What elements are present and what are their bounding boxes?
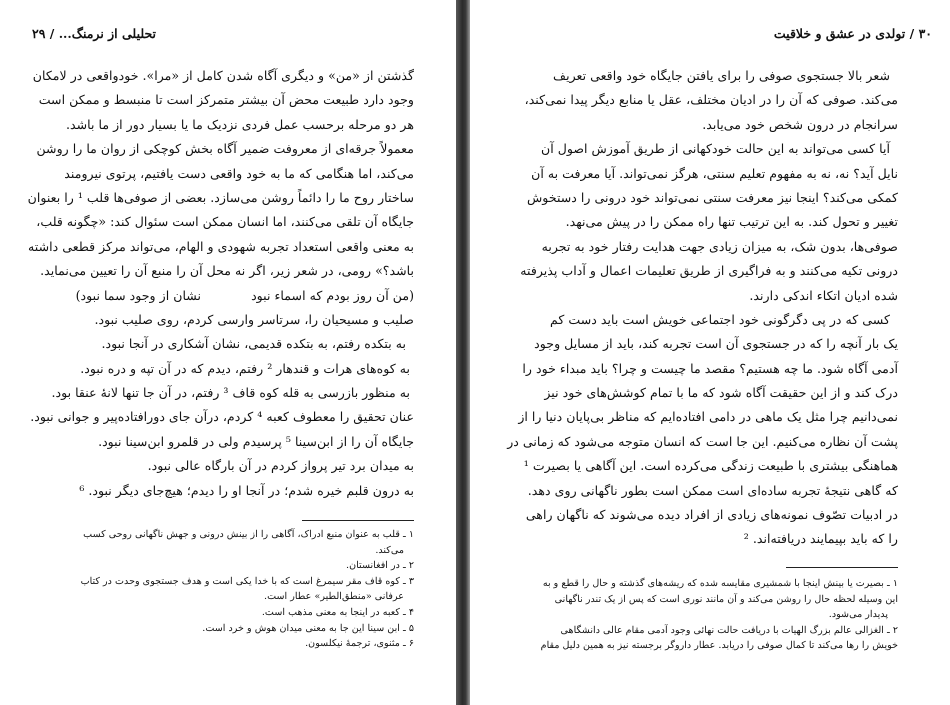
footnote-divider — [786, 567, 898, 568]
body-line: درک کند و از این حقیقت آگاه شود که ما با تمام کوشش‌های خود نیز — [544, 385, 898, 401]
body-line: باشد؟» رومی، در شعر زیر، اگر نه محل آن را منبع آن را تعیین می‌نماید. — [40, 263, 414, 279]
right-page-body — [507, 64, 898, 552]
poem-heading-first-half: (من آن روز بودم که اسماء نبود — [251, 287, 414, 303]
body-line: شعر بالا جستجوی صوفی را برای یافتن جایگاه خود واقعی تعریف — [553, 68, 890, 83]
poem-line: به منظور بازرسی به قله کوه قاف ³ رفتم، در آن جا تنها لانهٔ عنقا بود. — [51, 385, 410, 401]
left-page-footnotes — [18, 527, 414, 652]
book-spine-gutter — [456, 0, 470, 705]
footnote-line: ۵ ـ ابن سینا این جا به معنی میدان هوش و خرد است. — [202, 622, 414, 634]
body-line: جایگاه آن تلقی می‌کنند، اما انسان ممکن است سئوال کند: «چگونه قلب، — [36, 214, 414, 230]
footnote-line: ۲ ـ در افغانستان. — [346, 560, 414, 572]
body-line: درونی تکیه می‌کنند و به فراگیری از طریق تعلیمات اعمال و آداب پذیرفته — [520, 263, 898, 279]
body-line: صوفی‌ها، بدون شک، به میزان زیادی جهت هدایت رفتار خود به تجربه — [541, 238, 898, 254]
body-line: نایل آید؟ نه، نه به مفهوم تعلیم سنتی، هرگز نمی‌تواند. آیا معرفت به آن — [531, 165, 898, 181]
poem-line: به کوه‌های هرات و قندهار ² رفتم، دیدم که در آن تپه و دره نبود. — [80, 360, 410, 376]
footnote-line: ۳ ـ کوه قاف مقر سیمرغ است که با خدا یکی است و هدف جستجوی وحدت در کتاب — [80, 575, 414, 587]
body-line: تغییر و تحول کند. به این ترتیب تنها راه ممکن را در پیش می‌نهد. — [565, 214, 898, 230]
body-line: که گاهی نتیجهٔ تجربه ساده‌ای است ممکن است بطور ناگهانی روی دهد. — [527, 482, 898, 498]
footnote-line: ۲ ـ الغزالی عالم بزرگ الهیات با دریافت حالت نهائی وجود آدمی مقام عالی دانشگاهی — [560, 624, 898, 636]
right-page — [470, 0, 950, 705]
body-line: وجود دارد طبیعت محض آن بیشتر متمرکز است تا منبسط و ممکن است — [38, 92, 414, 108]
footnote-divider — [302, 520, 414, 521]
poem-line: عنان تحقیق را معطوف کعبه ⁴ کردم، درآن جای دورافتاده‌پیر و جوانی نبود. — [30, 409, 414, 425]
footnote-line: پدیدار می‌شود. — [828, 609, 888, 621]
body-line: آدمی آگاه شود. ما چه هستیم؟ مقصد ما چیست و چرا؟ باید مبداء خود را — [522, 360, 898, 376]
body-line: می‌کند، اما هنگامی که ما به خود واقعی دست یافتیم، پرتوی نیرومند — [64, 165, 414, 181]
footnote-line: عرفانی «منطق‌الطیر» عطار است. — [264, 591, 404, 603]
poem-line: به میدان برد تیر پرواز کردم در آن بارگاه عالی نبود. — [147, 458, 414, 474]
footnote-line: این وسیله لحظه حال را روشن می‌کند و آن مانند نوری است که پس از یک تندر ناگهانی — [554, 593, 898, 605]
left-page — [0, 0, 456, 705]
poem-line: صلیب و مسیحیان را، سرتاسر وارسی کردم، روی صلیب نبود. — [94, 311, 414, 327]
body-line: در ادبیات تصّوف نمونه‌های زیادی از افراد دیده می‌شوند که ناگهان راهی — [525, 507, 898, 523]
left-page-header: تحلیلی از نرمنگ... / ۲۹ — [32, 26, 157, 41]
poem — [18, 308, 414, 503]
poem-line: به بتکده رفتم، به بتکده قدیمی، نشان آشکاری در آنجا نبود. — [101, 336, 406, 352]
body-line: معمولاً جرقه‌ای از معروفت ضمیر آگاه بخش کوچکی از روان ما را روشن — [36, 141, 414, 157]
body-line: هماهنگی بیشتری با طبیعت زندگی می‌کرده است. این آگاهی یا بصیرت ¹ — [523, 458, 898, 474]
body-line: می‌کند. صوفی که آن را در ادیان مختلف، عقل یا منابع دیگر پیدا نمی‌کند، — [524, 92, 898, 108]
body-line: هر دو مرحله برحسب عمل فردی نزدیک ما یا بسیار دور از ما باشد. — [66, 116, 414, 132]
right-page-header: ۳۰ / تولدی در عشق و خلاقیت — [773, 26, 932, 41]
body-line: را که باید بپیمایند دریافته‌اند. ² — [743, 531, 898, 547]
footnote-line: ۱ ـ قلب به عنوان منبع ادراک، آگاهی را از بینش درونی و جهش ناگهانی روحی کسب — [83, 529, 414, 540]
footnote-line: می‌کند. — [375, 544, 404, 556]
body-line: به معنی واقعی استعداد تجربه شهودی و الهام، می‌تواند مرکز قطعی داشته — [28, 238, 414, 254]
body-line: گذشتن از «من» و دیگری آگاه شدن کامل از «مرا». خودواقعی در لامکان — [32, 68, 414, 83]
body-line: سرانجام در درون شخص خود می‌یابد. — [702, 116, 898, 132]
right-page-footnotes — [520, 576, 898, 654]
footnote-line: ۱ ـ بصیرت یا بینش اینجا با شمشیری مقایسه شده که ریشه‌های گذشته و حال را قطع و به — [542, 578, 898, 589]
body-line: ساختار روح ما را دائماً روشن می‌سازد. بعضی از صوفی‌ها قلب ¹ را بعنوان — [27, 189, 414, 205]
footnote-line: ۶ ـ مثنوی، ترجمهٔ نیکلسون. — [305, 638, 414, 650]
body-line: کسی که در پی دگرگونی خود اجتماعی خویش است باید دست کم — [549, 311, 890, 327]
poem-line: جایگاه آن را از ابن‌سینا ⁵ پرسیدم ولی در قلمرو ابن‌سینا نبود. — [98, 433, 414, 449]
body-line: نمی‌دانیم چرا مثل یک ماهی در دامی افتاده‌ایم که مناظر بی‌پایان دنیا را از — [518, 409, 898, 425]
body-line: یک بار آنچه را که در جستجوی آن است تجربه کند، باید از مسایل وجود — [534, 336, 898, 352]
left-page-body — [18, 64, 414, 503]
poem-line: به درون قلبم خیره شدم؛ در آنجا او را دیدم؛ هیچ‌جای دیگر نبود. ⁶ — [79, 482, 414, 498]
footnote-line: خویش را رها می‌کند تا کمال صوفی را دریابد. عطار داروگر برجسته نیز به همین دلیل مقام — [540, 640, 898, 652]
body-line: شده ادیان اتکاء اندکی دارند. — [749, 287, 898, 303]
footnote-line: ۴ ـ کعبه در اینجا به معنی مذهب است. — [261, 606, 414, 618]
body-line: آیا کسی می‌تواند به این حالت خودکهانی از طریق آموزش اصول آن — [540, 141, 890, 157]
body-line: کمکی می‌کند؟ اینجا نیز معرفت سنتی نمی‌تواند خود درونی را دستخوش — [526, 189, 898, 205]
body-line: پشت آن نظاره می‌کنیم. این جا است که انسان متوجه می‌شود که زمانی در — [507, 433, 898, 449]
poem-heading-second-half: نشان از وجود سما نبود) — [75, 287, 202, 303]
poem-heading — [18, 284, 414, 308]
